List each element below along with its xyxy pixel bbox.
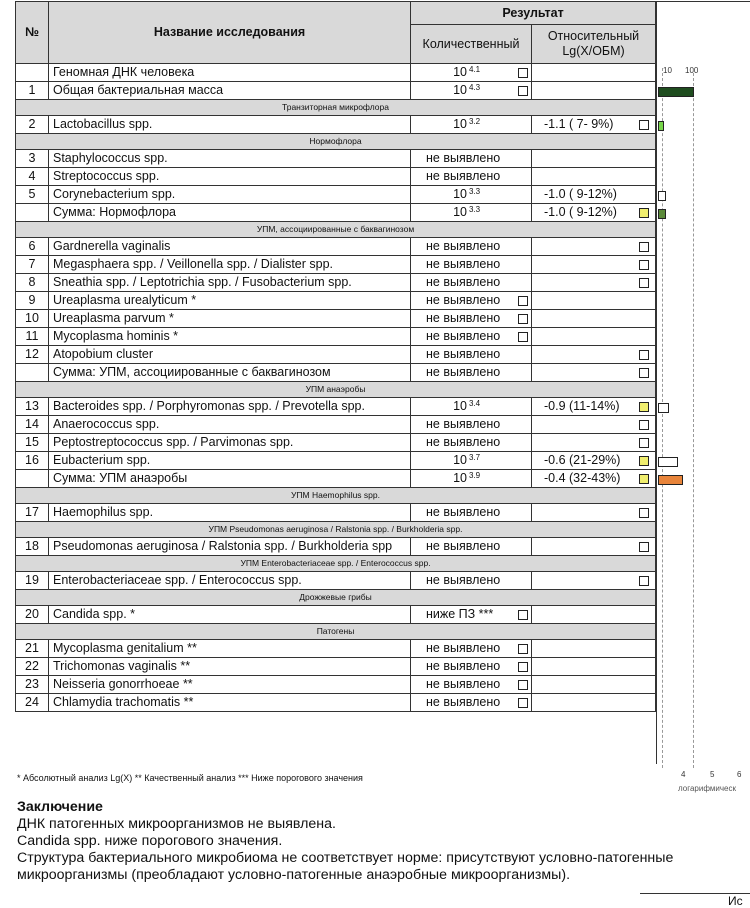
row-number: 11	[16, 328, 49, 346]
row-number: 13	[16, 398, 49, 416]
relative-marker-box	[639, 438, 649, 448]
row-number: 24	[16, 694, 49, 712]
relative-value	[536, 311, 544, 325]
quant-text: не выявлено	[426, 257, 501, 271]
test-name: Сумма: УПМ, ассоциированные с баквагинозом	[49, 364, 411, 382]
section-label: УПМ Pseudomonas aeruginosa / Ralstonia spp. / Burkholderia spp.	[16, 522, 656, 538]
chart-bar	[658, 191, 666, 201]
chart-bar	[658, 457, 678, 467]
chart-bar	[658, 475, 683, 485]
table-row	[16, 256, 656, 274]
relative-cell	[532, 274, 656, 292]
quant-exponent: 3.7	[469, 453, 481, 462]
section-label: УПМ Haemophilus spp.	[16, 488, 656, 504]
relative-cell	[532, 416, 656, 434]
test-name: Enterobacteriaceae spp. / Enterococcus spp.	[49, 572, 411, 590]
test-name: Mycoplasma genitalium **	[49, 640, 411, 658]
chart-bottom-tick: 4	[681, 770, 686, 779]
relative-cell	[532, 434, 656, 452]
relative-value	[536, 659, 544, 673]
row-number	[16, 364, 49, 382]
quant-marker-box	[518, 610, 528, 620]
quant-text: не выявлено	[426, 435, 501, 449]
test-name: Neisseria gonorrhoeae **	[49, 676, 411, 694]
table-row	[16, 470, 656, 488]
quant-cell	[411, 310, 532, 328]
chart-bottom-tick: 6	[737, 770, 742, 779]
quant-marker-box	[518, 680, 528, 690]
col-name-header: Название исследования	[49, 2, 411, 64]
relative-marker-box	[639, 420, 649, 430]
quant-base: 10	[453, 471, 467, 485]
quant-text: не выявлено	[426, 539, 501, 553]
quant-text: ниже ПЗ ***	[426, 607, 494, 621]
relative-marker-box	[639, 260, 649, 270]
quant-exponent: 3.2	[469, 117, 481, 126]
relative-cell	[532, 116, 656, 134]
table-row	[16, 364, 656, 382]
quant-cell	[411, 238, 532, 256]
section-row	[16, 590, 656, 606]
conclusion	[17, 799, 750, 884]
conclusion-line: Структура бактериального микробиома не соответствует норме: присутствуют условно-патогенные	[17, 850, 674, 866]
row-number	[16, 470, 49, 488]
relative-cell	[532, 640, 656, 658]
quant-text: не выявлено	[426, 677, 501, 691]
row-number: 15	[16, 434, 49, 452]
row-number: 3	[16, 150, 49, 168]
quant-cell	[411, 416, 532, 434]
relative-marker-box	[639, 542, 649, 552]
table-row	[16, 150, 656, 168]
quant-text: не выявлено	[426, 347, 501, 361]
table-row	[16, 572, 656, 590]
quant-cell	[411, 470, 532, 488]
quant-exponent: 3.9	[469, 471, 481, 480]
section-label: Патогены	[16, 624, 656, 640]
conclusion-line: Candida spp. ниже порогового значения.	[17, 833, 283, 849]
relative-value: -0.6 (21-29%)	[544, 453, 621, 467]
quant-exponent: 3.4	[469, 399, 481, 408]
test-name: Streptococcus spp.	[49, 168, 411, 186]
table-row	[16, 346, 656, 364]
test-name: Anaerococcus spp.	[49, 416, 411, 434]
quant-base: 10	[453, 117, 467, 131]
test-name: Сумма: Нормофлора	[49, 204, 411, 222]
relative-value	[536, 293, 544, 307]
table-row	[16, 310, 656, 328]
quant-cell	[411, 572, 532, 590]
row-number: 20	[16, 606, 49, 624]
quant-text: не выявлено	[426, 169, 501, 183]
row-number: 6	[16, 238, 49, 256]
quant-cell	[411, 538, 532, 556]
section-row	[16, 522, 656, 538]
test-name: Pseudomonas aeruginosa / Ralstonia spp. / Burkholderia spp	[49, 538, 411, 556]
col-result-header: Результат	[411, 2, 656, 25]
quant-marker-box	[518, 86, 528, 96]
quant-value	[415, 470, 491, 487]
relative-value	[536, 83, 544, 97]
col-quant-header: Количественный	[411, 25, 532, 64]
table-row	[16, 328, 656, 346]
row-number: 1	[16, 82, 49, 100]
table-row	[16, 658, 656, 676]
relative-value	[536, 641, 544, 655]
chart-gridline	[662, 68, 663, 768]
section-row	[16, 488, 656, 504]
quant-cell	[411, 150, 532, 168]
relative-cell	[532, 606, 656, 624]
section-label: УПМ анаэробы	[16, 382, 656, 398]
row-number: 7	[16, 256, 49, 274]
quant-base: 10	[453, 205, 467, 219]
quant-base: 10	[453, 453, 467, 467]
row-number: 5	[16, 186, 49, 204]
test-name: Ureaplasma parvum *	[49, 310, 411, 328]
quant-cell	[411, 328, 532, 346]
relative-cell	[532, 292, 656, 310]
row-number	[16, 204, 49, 222]
relative-value	[536, 539, 544, 553]
quant-exponent: 4.3	[469, 83, 481, 92]
relative-value	[536, 257, 544, 271]
quant-text: не выявлено	[426, 641, 501, 655]
relative-value: -1.0 ( 9-12%)	[544, 187, 617, 201]
quant-exponent: 3.3	[469, 187, 481, 196]
relative-value	[536, 169, 544, 183]
quant-exponent: 3.3	[469, 205, 481, 214]
relative-cell	[532, 238, 656, 256]
relative-value: -1.0 ( 9-12%)	[544, 205, 617, 219]
row-number: 12	[16, 346, 49, 364]
quant-marker-box	[518, 296, 528, 306]
quant-cell	[411, 82, 532, 100]
row-number: 23	[16, 676, 49, 694]
test-name: Lactobacillus spp.	[49, 116, 411, 134]
section-label: Транзиторная микрофлора	[16, 100, 656, 116]
quant-cell	[411, 452, 532, 470]
relative-marker-box	[639, 208, 649, 218]
row-number: 19	[16, 572, 49, 590]
chart-bar	[658, 209, 666, 219]
relative-value	[536, 365, 544, 379]
corner-text: Ис	[728, 894, 743, 908]
quant-base: 10	[453, 83, 467, 97]
quant-cell	[411, 658, 532, 676]
row-number: 9	[16, 292, 49, 310]
test-name: Bacteroides spp. / Porphyromonas spp. / Prevotella spp.	[49, 398, 411, 416]
quant-marker-box	[518, 68, 528, 78]
quant-text: не выявлено	[426, 275, 501, 289]
quant-base: 10	[453, 399, 467, 413]
relative-cell	[532, 150, 656, 168]
test-name: Chlamydia trachomatis **	[49, 694, 411, 712]
col-num-header: №	[16, 2, 49, 64]
relative-marker-box	[639, 508, 649, 518]
relative-cell	[532, 364, 656, 382]
quant-cell	[411, 640, 532, 658]
quant-marker-box	[518, 314, 528, 324]
quant-text: не выявлено	[426, 151, 501, 165]
test-name: Corynebacterium spp.	[49, 186, 411, 204]
quant-cell	[411, 694, 532, 712]
quant-value	[415, 82, 491, 99]
relative-value	[536, 347, 544, 361]
test-name: Ureaplasma urealyticum *	[49, 292, 411, 310]
relative-value	[536, 695, 544, 709]
quant-text: не выявлено	[426, 311, 501, 325]
relative-cell	[532, 398, 656, 416]
log-chart	[656, 1, 750, 779]
table-row	[16, 238, 656, 256]
relative-marker-box	[639, 350, 649, 360]
row-number: 16	[16, 452, 49, 470]
row-number: 4	[16, 168, 49, 186]
row-number: 10	[16, 310, 49, 328]
conclusion-title: Заключение	[17, 799, 103, 815]
quant-marker-box	[518, 662, 528, 672]
relative-value	[536, 677, 544, 691]
table-row	[16, 606, 656, 624]
results-body	[16, 64, 656, 712]
test-name: Trichomonas vaginalis **	[49, 658, 411, 676]
quant-cell	[411, 64, 532, 82]
relative-cell	[532, 452, 656, 470]
quant-text: не выявлено	[426, 293, 501, 307]
quant-marker-box	[518, 698, 528, 708]
relative-marker-box	[639, 120, 649, 130]
relative-cell	[532, 64, 656, 82]
table-row	[16, 398, 656, 416]
chart-axis-label: логарифмическ	[678, 784, 736, 793]
test-name: Сумма: УПМ анаэробы	[49, 470, 411, 488]
section-row	[16, 134, 656, 150]
quant-cell	[411, 364, 532, 382]
relative-cell	[532, 470, 656, 488]
relative-cell	[532, 658, 656, 676]
relative-cell	[532, 82, 656, 100]
row-number: 18	[16, 538, 49, 556]
conclusion-line: ДНК патогенных микроорганизмов не выявлена.	[17, 816, 336, 832]
table-row	[16, 274, 656, 292]
row-number: 17	[16, 504, 49, 522]
relative-value	[536, 417, 544, 431]
relative-value: -0.9 (11-14%)	[544, 399, 620, 413]
quant-text: не выявлено	[426, 659, 501, 673]
relative-cell	[532, 346, 656, 364]
relative-value	[536, 151, 544, 165]
col-rel-header: Относительный Lg(X/ОБМ)	[532, 25, 656, 64]
chart-bottom-tick: 5	[710, 770, 715, 779]
quant-cell	[411, 676, 532, 694]
test-name: Atopobium cluster	[49, 346, 411, 364]
chart-bar	[658, 87, 694, 97]
quant-value	[415, 64, 491, 81]
test-name: Sneathia spp. / Leptotrichia spp. / Fusobacterium spp.	[49, 274, 411, 292]
quant-cell	[411, 186, 532, 204]
quant-cell	[411, 204, 532, 222]
section-row	[16, 556, 656, 572]
row-number: 21	[16, 640, 49, 658]
quant-value	[415, 116, 491, 133]
row-number: 2	[16, 116, 49, 134]
quant-text: не выявлено	[426, 239, 501, 253]
quant-cell	[411, 504, 532, 522]
relative-cell	[532, 204, 656, 222]
chart-top-tick: 100	[685, 66, 699, 75]
quant-cell	[411, 434, 532, 452]
test-name: Peptostreptococcus spp. / Parvimonas spp.	[49, 434, 411, 452]
relative-cell	[532, 572, 656, 590]
quant-exponent: 4.1	[469, 65, 481, 74]
table-row	[16, 504, 656, 522]
relative-marker-box	[639, 402, 649, 412]
table-row	[16, 694, 656, 712]
quant-text: не выявлено	[426, 573, 501, 587]
quant-text: не выявлено	[426, 695, 501, 709]
row-number: 22	[16, 658, 49, 676]
footnote: * Абсолютный анализ Lg(X) ** Качественный анализ *** Ниже порогового значения	[17, 773, 363, 783]
relative-value	[536, 607, 544, 621]
table-row	[16, 204, 656, 222]
test-name: Haemophilus spp.	[49, 504, 411, 522]
relative-marker-box	[639, 368, 649, 378]
results-table	[15, 1, 656, 712]
relative-value	[536, 65, 544, 79]
quant-text: не выявлено	[426, 329, 501, 343]
relative-cell	[532, 504, 656, 522]
relative-cell	[532, 676, 656, 694]
section-label: Нормофлора	[16, 134, 656, 150]
test-name: Общая бактериальная масса	[49, 82, 411, 100]
relative-value	[536, 239, 544, 253]
relative-value	[536, 329, 544, 343]
relative-value: -0.4 (32-43%)	[544, 471, 621, 485]
table-row	[16, 292, 656, 310]
section-row	[16, 382, 656, 398]
relative-marker-box	[639, 278, 649, 288]
relative-value	[536, 435, 544, 449]
row-number: 14	[16, 416, 49, 434]
quant-cell	[411, 292, 532, 310]
quant-cell	[411, 168, 532, 186]
section-label: УПМ, ассоциированные с баквагинозом	[16, 222, 656, 238]
relative-marker-box	[639, 242, 649, 252]
test-name: Staphylococcus spp.	[49, 150, 411, 168]
quant-text: не выявлено	[426, 417, 501, 431]
test-name: Gardnerella vaginalis	[49, 238, 411, 256]
quant-value	[415, 452, 491, 469]
section-row	[16, 100, 656, 116]
relative-value	[536, 505, 544, 519]
conclusion-line: микроорганизмы (преобладают условно-патогенные анаэробные микроорганизмы).	[17, 867, 571, 883]
relative-marker-box	[639, 576, 649, 586]
quant-base: 10	[453, 187, 467, 201]
section-label: Дрожжевые грибы	[16, 590, 656, 606]
test-name: Mycoplasma hominis *	[49, 328, 411, 346]
quant-cell	[411, 256, 532, 274]
table-row	[16, 64, 656, 82]
table-row	[16, 186, 656, 204]
chart-bar	[658, 403, 669, 413]
table-row	[16, 168, 656, 186]
relative-cell	[532, 168, 656, 186]
test-name: Геномная ДНК человека	[49, 64, 411, 82]
test-name: Eubacterium spp.	[49, 452, 411, 470]
quant-marker-box	[518, 644, 528, 654]
relative-cell	[532, 310, 656, 328]
quant-cell	[411, 274, 532, 292]
relative-cell	[532, 186, 656, 204]
quant-cell	[411, 398, 532, 416]
table-row	[16, 452, 656, 470]
table-row	[16, 676, 656, 694]
relative-marker-box	[639, 456, 649, 466]
quant-cell	[411, 346, 532, 364]
table-row	[16, 538, 656, 556]
table-row	[16, 416, 656, 434]
quant-value	[415, 204, 491, 221]
relative-cell	[532, 694, 656, 712]
table-row	[16, 82, 656, 100]
test-name: Megasphaera spp. / Veillonella spp. / Dialister spp.	[49, 256, 411, 274]
relative-cell	[532, 256, 656, 274]
relative-value: -1.1 ( 7- 9%)	[544, 117, 614, 131]
quant-cell	[411, 606, 532, 624]
quant-text: не выявлено	[426, 505, 501, 519]
relative-cell	[532, 328, 656, 346]
table-row	[16, 116, 656, 134]
relative-value	[536, 275, 544, 289]
test-name: Candida spp. *	[49, 606, 411, 624]
row-number: 8	[16, 274, 49, 292]
quant-value	[415, 186, 491, 203]
relative-cell	[532, 538, 656, 556]
table-row	[16, 434, 656, 452]
relative-marker-box	[639, 474, 649, 484]
chart-top-tick: 10	[663, 66, 672, 75]
row-number	[16, 64, 49, 82]
chart-bar	[658, 121, 664, 131]
chart-gridline	[693, 68, 694, 768]
section-row	[16, 624, 656, 640]
relative-value	[536, 573, 544, 587]
quant-cell	[411, 116, 532, 134]
section-label: УПМ Enterobacteriaceae spp. / Enterococcus spp.	[16, 556, 656, 572]
quant-base: 10	[453, 65, 467, 79]
quant-marker-box	[518, 332, 528, 342]
table-row	[16, 640, 656, 658]
quant-value	[415, 398, 491, 415]
quant-text: не выявлено	[426, 365, 501, 379]
section-row	[16, 222, 656, 238]
